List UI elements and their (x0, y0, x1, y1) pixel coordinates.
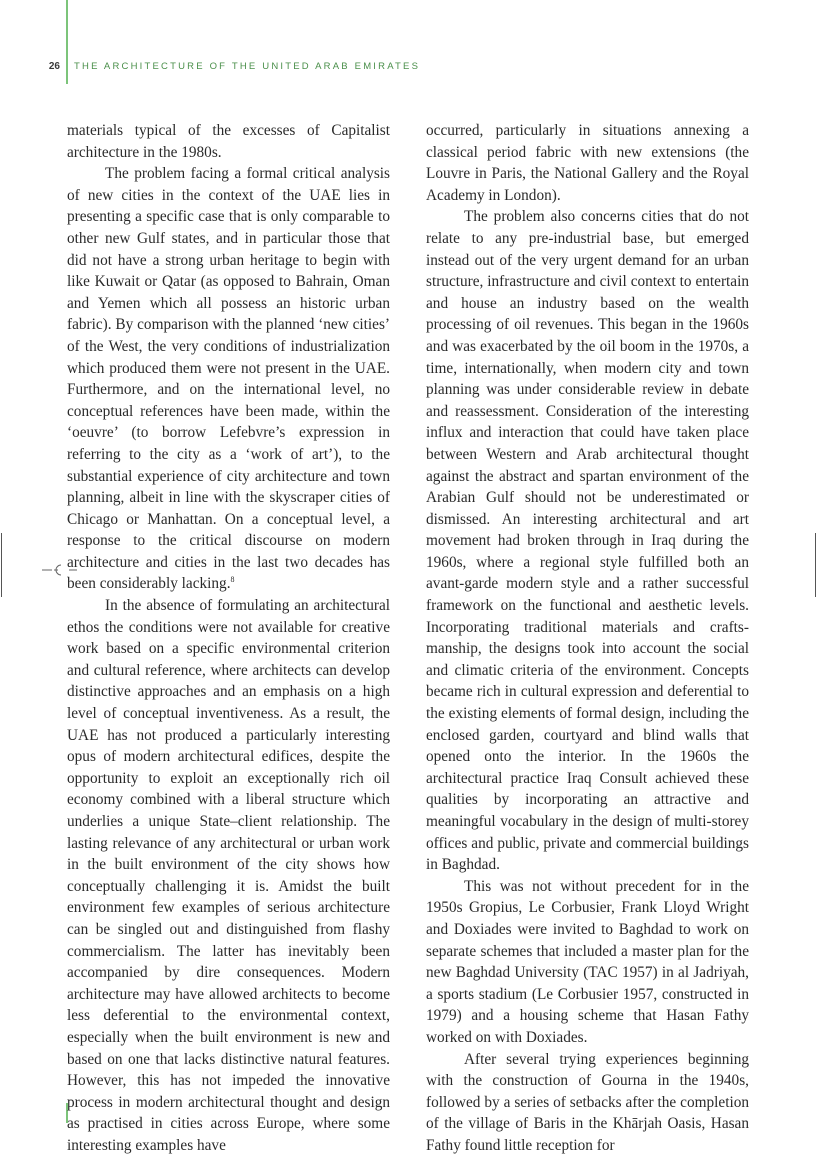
paragraph: materials typical of the excesses of Capitalist architecture in the 1980s. (67, 122, 390, 161)
paragraph: In the absence of formulating an architectural ethos the conditions were not available for creative work based on a specific environmental criterion and cultural reference, where architects can develop distinctive approaches and an emphasis on a high level of conceptual inventiveness. As a result, the UAE has not produced a particularly interesting opus of modern architectural edifices, despite the opportunity to exploit an exceptionally rich oil economy combined with a liberal structure which underlies a unique State–client relationship. The lasting relevance of any architectural or urban work in the built environment of the city shows how conceptually challenging it is. Amidst the built environment few examples of serious architecture can be singled out and distinguished from flashy commercialism. The latter has inevitably been accompanied by dire consequences. Modern architecture may have allowed architects to become less deferential to the environmental context, especially when the built environment is new and based on one that lacks distinctive natural features. However, this has not impeded the innovative process in modern architectural thought and design as practised in cities across Europe, where some interesting examples have (67, 597, 390, 1154)
paragraph: After several trying experiences beginning with the construction of Gourna in the 1940s, followed by a series of setbacks after the completion of the village of Baris in the Khārjah Oasis, Hasan Fathy found little reception for (426, 1050, 749, 1154)
footnote-reference[interactable]: 8 (230, 575, 235, 585)
paragraph: occurred, particularly in situations annexing a classical period fabric with new extensions (the Louvre in Paris, the National Gallery and the Royal Academy in London). (426, 122, 749, 204)
paragraph: The problem also concerns cities that do not relate to any pre-industrial base, but emerged instead out of the very urgent demand for an urban structure, infrastructure and civil context to entertain and house an industry based on the wealth processing of oil revenues. This began in the 1960s and was exacerbated by the oil boom in the 1970s, a time, internationally, when modern city and town planning was under considerable review in debate and reassessment. Consideration of the interesting influx and interaction that could have taken place between Western and Arab architectural thought against the abstract and spartan environment of the Arabian Gulf should not be underestimated or dismissed. An interesting architectural and art movement had broken through in Iraq during the 1960s, where a regional style fulfilled both an avant-garde modern style and a rather successful framework on the functional and aesthetic levels. Incorporating traditional materials and craftsmanship, the designs took into account the social and climatic criteria of the environment. Concepts became rich in cultural expression and deferential to the existing elements of formal design, including the enclosed garden, courtyard and blind walls that opened onto the interior. In the 1960s the architectural practice Iraq Consult achieved these qualities by incorporating an attractive and meaningful vocabulary in the design of multi-storey offices and public, private and commercial buildings in Baghdad. (426, 208, 749, 874)
paragraph-text: The problem facing a formal critical analysis of new cities in the context of the UAE lies in presenting a specific case that is only comparable to other new Gulf states, and in particular those that did not have a strong urban heritage to begin with like Kuwait or Qatar (as opposed to Bahrain, Oman and Yemen which all possess an historic urban fabric). By comparison with the planned ‘new cities’ of the West, the very conditions of industrialization which produced them were not present in the UAE. Furthermore, and on the international level, no conceptual references have been made, within the ‘oeuvre’ (to borrow Lefebvre’s expression in referring to the city as a ‘work of art’), to the substantial experience of city architecture and town planning, albeit in line with the skyscraper cities of Chicago or Manhattan. On a conceptual level, a response to the critical discourse on modern architecture and cities in the last two decades has been considerably lacking. (67, 165, 390, 593)
paragraph (67, 163, 390, 595)
running-title: THE ARCHITECTURE OF THE UNITED ARAB EMIRATES (74, 60, 421, 72)
right-text-column (426, 120, 749, 1157)
running-header (20, 58, 420, 74)
left-edge-mark (1, 533, 2, 597)
page-number: 26 (48, 60, 60, 72)
paragraph: This was not without precedent for in the 1950s Gropius, Le Corbusier, Frank Lloyd Wright and Doxiades were invited to Baghdad to work on separate schemes that included a master plan for the new Baghdad University (TAC 1957) in al Jadriyah, a sports stadium (Le Corbusier 1957, constructed in 1979) and a housing scheme that Hasan Fathy worked on with Doxiades. (426, 877, 749, 1046)
left-text-column (67, 120, 390, 1157)
